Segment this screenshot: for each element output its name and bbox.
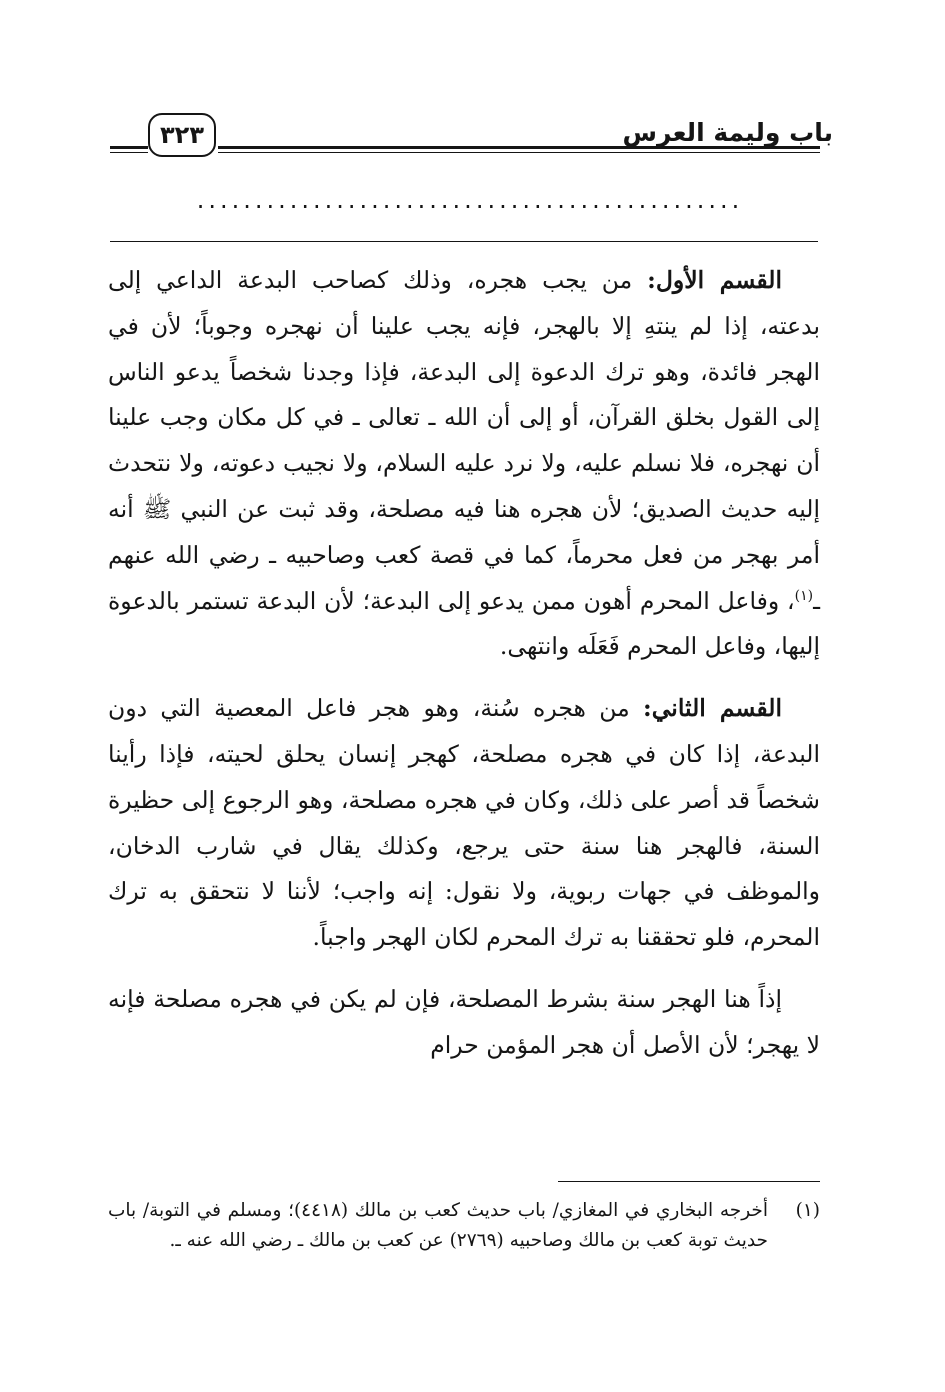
main-text [108, 258, 820, 1069]
paragraph-text: من يجب هجره، وذلك كصاحب البدعة الداعي إلى بدعته، إذا لم ينتهِ إلا بالهجر، فإنه يجب علينا أن نهجره وجوباً؛ لأن في الهجر فائدة، وهو ترك الدعوة إلى البدعة، فإذا وجدنا شخصاً يدعو الناس إلى القول بخلق القرآن، أو إلى أن الله ـ تعالى ـ في كل مكان وجب علينا أن نهجره، فلا نسلم عليه، ولا نرد عليه السلام، ولا نجيب دعوته، ولا نتحدث إليه حديث الصديق؛ لأن هجره هنا فيه مصلحة، وقد ثبت عن النبي ﷺ أنه أمر بهجر من فعل محرماً، كما في قصة كعب وصاحبيه ـ رضي الله عنهم ـ [108, 266, 820, 615]
paragraph-conclusion [108, 977, 820, 1069]
footnote-rule [558, 1181, 820, 1182]
paragraph-lead: القسم الأول: [647, 266, 782, 294]
footnote-ref: (١) [794, 587, 814, 604]
paragraph-second-section [108, 686, 820, 961]
paragraph-lead: القسم الثاني: [643, 694, 782, 723]
page-number-box [148, 113, 216, 157]
footnote-item [108, 1196, 820, 1256]
paragraph-first-section [108, 258, 820, 670]
running-title: باب وليمة العرس [622, 118, 833, 147]
header-rule-left [110, 146, 148, 149]
footnote-number: (١) [795, 1200, 820, 1221]
paragraph-text: من هجره سُنة، وهو هجر فاعل المعصية التي دون البدعة، إذا كان في هجره مصلحة، كهجر إنسان يحلق لحيته، فإذا رأينا شخصاً قد أصر على ذلك، وكان في هجره مصلحة، وهو الرجوع إلى حظيرة السنة، فالهجر هنا سنة حتى يرجع، وكذلك يقال في شارب الدخان، والموظف في جهات ربوية، ولا نقول: إنه واجب؛ لأننا لا نتحقق به ترك المحرم، فلو تحققنا به ترك المحرم لكان الهجر واجباً. [108, 694, 820, 952]
paragraph-text: إذاً هنا الهجر سنة بشرط المصلحة، فإن لم يكن في هجره مصلحة فإنه لا يهجر؛ لأن الأصل أن هجر المؤمن حرام [108, 984, 820, 1059]
header-rule-right-thin [218, 152, 820, 153]
paragraph-text-continued: ، وفاعل المحرم أهون ممن يدعو إلى البدعة؛ لأن البدعة تستمر بالدعوة إليها، وفاعل المحرم فَعَلَه وانتهى. [108, 586, 820, 661]
footnote-text: أخرجه البخاري في المغازي/ باب حديث كعب بن مالك (٤٤١٨)؛ ومسلم في التوبة/ باب حديث توبة كعب بن مالك وصاحبيه (٢٧٦٩) عن كعب بن مالك ـ رضي الله عنه ـ. [108, 1200, 768, 1251]
dotted-separator: ............................................... [196, 186, 744, 214]
header-rule-left-thin [110, 152, 148, 153]
page-number: ٣٢٣ [160, 121, 204, 149]
footnotes [108, 1196, 820, 1256]
section-divider [110, 241, 818, 242]
